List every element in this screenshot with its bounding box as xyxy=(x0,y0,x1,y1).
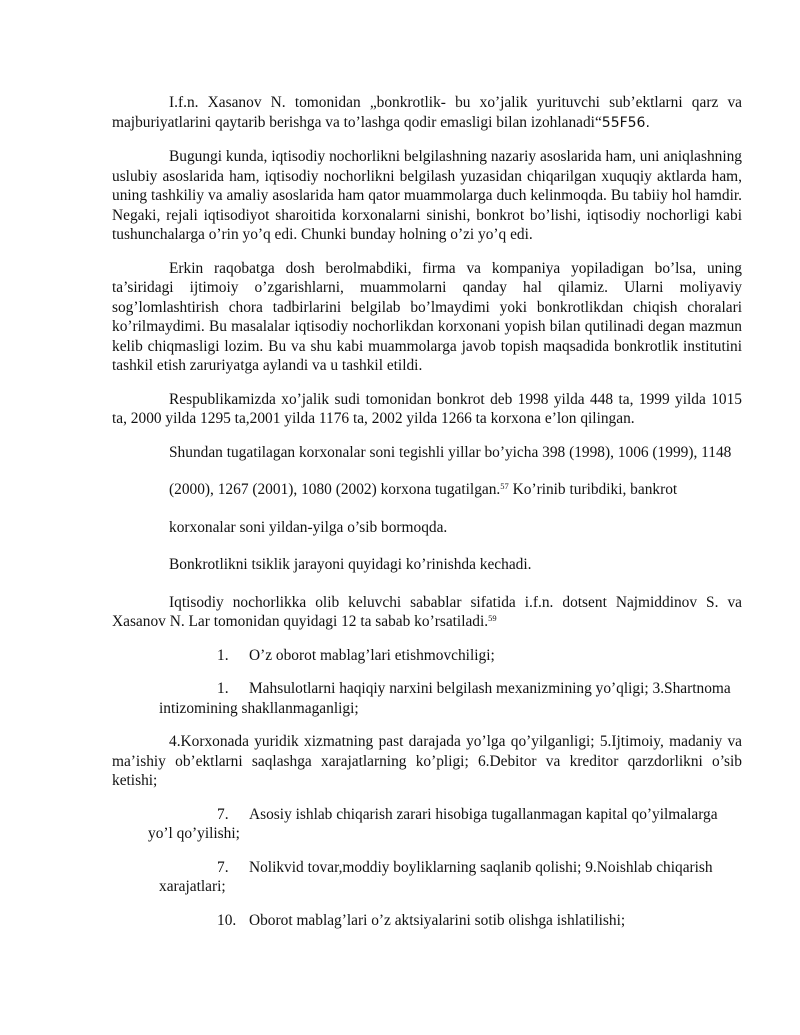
footnote-marker: 57 xyxy=(500,481,509,491)
list-item xyxy=(112,646,742,666)
list-text: Mahsulotlarni haqiqiy narxini belgilash mexanizmining yo’qligi; 3.Shartnoma intizomining shakllanmaganligi; xyxy=(159,680,731,717)
footnote-marker: 59 xyxy=(488,613,497,623)
paragraph-definition xyxy=(112,93,742,133)
list-text: Oborot mablag’lari o’z aktsiyalarini sotib olishga ishlatilishi; xyxy=(249,911,626,929)
paragraph-liquidated-line-2 xyxy=(112,480,742,500)
line-text: (2000), 1267 (2001), 1080 (2002) korxona tugatilgan. xyxy=(169,481,501,498)
list-item xyxy=(112,911,742,931)
footnote-reference: 55F56. xyxy=(601,114,650,131)
list-text: O’z oborot mablag’lari etishmovchiligi; xyxy=(249,646,495,664)
list-number: 7. xyxy=(217,805,229,823)
list-number: 1. xyxy=(217,646,229,664)
paragraph-text: Iqtisodiy nochorlikka olib keluvchi sabablar sifatida i.f.n. dotsent Najmiddinov S. va Xasanov N. Lar tomonidan quyidagi 12 ta sabab ko’rsatiladi. xyxy=(112,593,742,630)
list-number: 10. xyxy=(217,911,237,929)
list-text: Nolikvid tovar,moddiy boyliklarning saqlanib qolishi; 9.Noishlab chiqarish xarajatlari; xyxy=(159,858,713,895)
list-number: 1. xyxy=(217,680,229,697)
paragraph-liquidated-line-1: Shundan tugatilagan korxonalar soni tegishli yillar bo’yicha 398 (1998), 1006 (1999), 1148 xyxy=(169,443,732,461)
line-text: Ko’rinib turibdiki, bankrot xyxy=(508,481,678,498)
paragraph-problems: Bugungi kunda, iqtisodiy nochorlikni belgilashning nazariy asoslarida ham, uni aniqlashning uslubiy asoslarida ham, iqtisodiy nochorlikni belgilash yuzasidan chiqarilgan xuquqiy aktlarda ham, uning tashkiliy va amaliy asoslarida ham qator muammolarga duch kelinmoqda. Bu tabiiy hol hamdir. Negaki, rejali iqtisodiyot sharoitida korxonalarni sinishi, bonkrot bo’lishi, iqtisodiy nochorligi kabi tushunchalarga o’rin yo’q edi. Chunki bunday holning o’zi yo’q edi. xyxy=(112,148,742,243)
paragraph-causes-intro xyxy=(112,593,742,632)
paragraph-liquidated-line-3: korxonalar soni yildan-yilga o’sib bormoqda. xyxy=(169,518,448,536)
list-item xyxy=(112,805,742,844)
document-page xyxy=(112,93,742,944)
list-text: Asosiy ishlab chiqarish zarari hisobiga tugallanmagan kapital qo’yilmalarga yo’l qo’yilishi; xyxy=(148,805,718,842)
list-item xyxy=(112,858,742,897)
list-number: 7. xyxy=(217,858,229,876)
paragraph-text: I.f.n. Xasanov N. tomonidan „bonkrotlik- bu xo’jalik yurituvchi sub’ektlarni qarz va majburiyatlarini qaytarib berishga va to’lashga qodir emasligi bilan izohlanadi“ xyxy=(112,94,742,131)
list-item: 4.Korxonada yuridik xizmatning past darajada yo’lga qo’yilganligi; 5.Ijtimoiy, madaniy va ma’ishiy ob’ektlarni saqlashga xarajatlarning ko’pligi; 6.Debitor va kreditor qarzdorlikni o’sib ketishi; xyxy=(112,733,742,789)
list-item xyxy=(112,679,742,718)
paragraph-competition: Erkin raqobatga dosh berolmabdiki, firma va kompaniya yopiladigan bo’lsa, uning ta’siridagi ijtimoiy o’zgarishlarni, muammolarni qanday hal qilamiz. Ularni moliyaviy sog’lomlashtirish chora tadbirlarini belgilab bo’lmaydimi yoki bonkrotlikdan chiqish choralari ko’rilmaydimi. Bu masalalar iqtisodiy nochorlikdan korxonani yopish bilan qutilinadi degan mazmun kelib chiqmasligi lozim. Bu va shu kabi muammolarga javob topish maqsadida bonkrotlik institutini tashkil etish zaruriyatga aylandi va u tashkil etildi. xyxy=(112,259,742,374)
paragraph-cycle: Bonkrotlikni tsiklik jarayoni quyidagi ko’rinishda kechadi. xyxy=(169,556,532,573)
paragraph-statistics: Respublikamizda xo’jalik sudi tomonidan bonkrot deb 1998 yilda 448 ta, 1999 yilda 1015 ta, 2000 yilda 1295 ta,2001 yilda 1176 ta, 2002 yilda 1266 ta korxona e’lon qilingan. xyxy=(112,390,742,427)
